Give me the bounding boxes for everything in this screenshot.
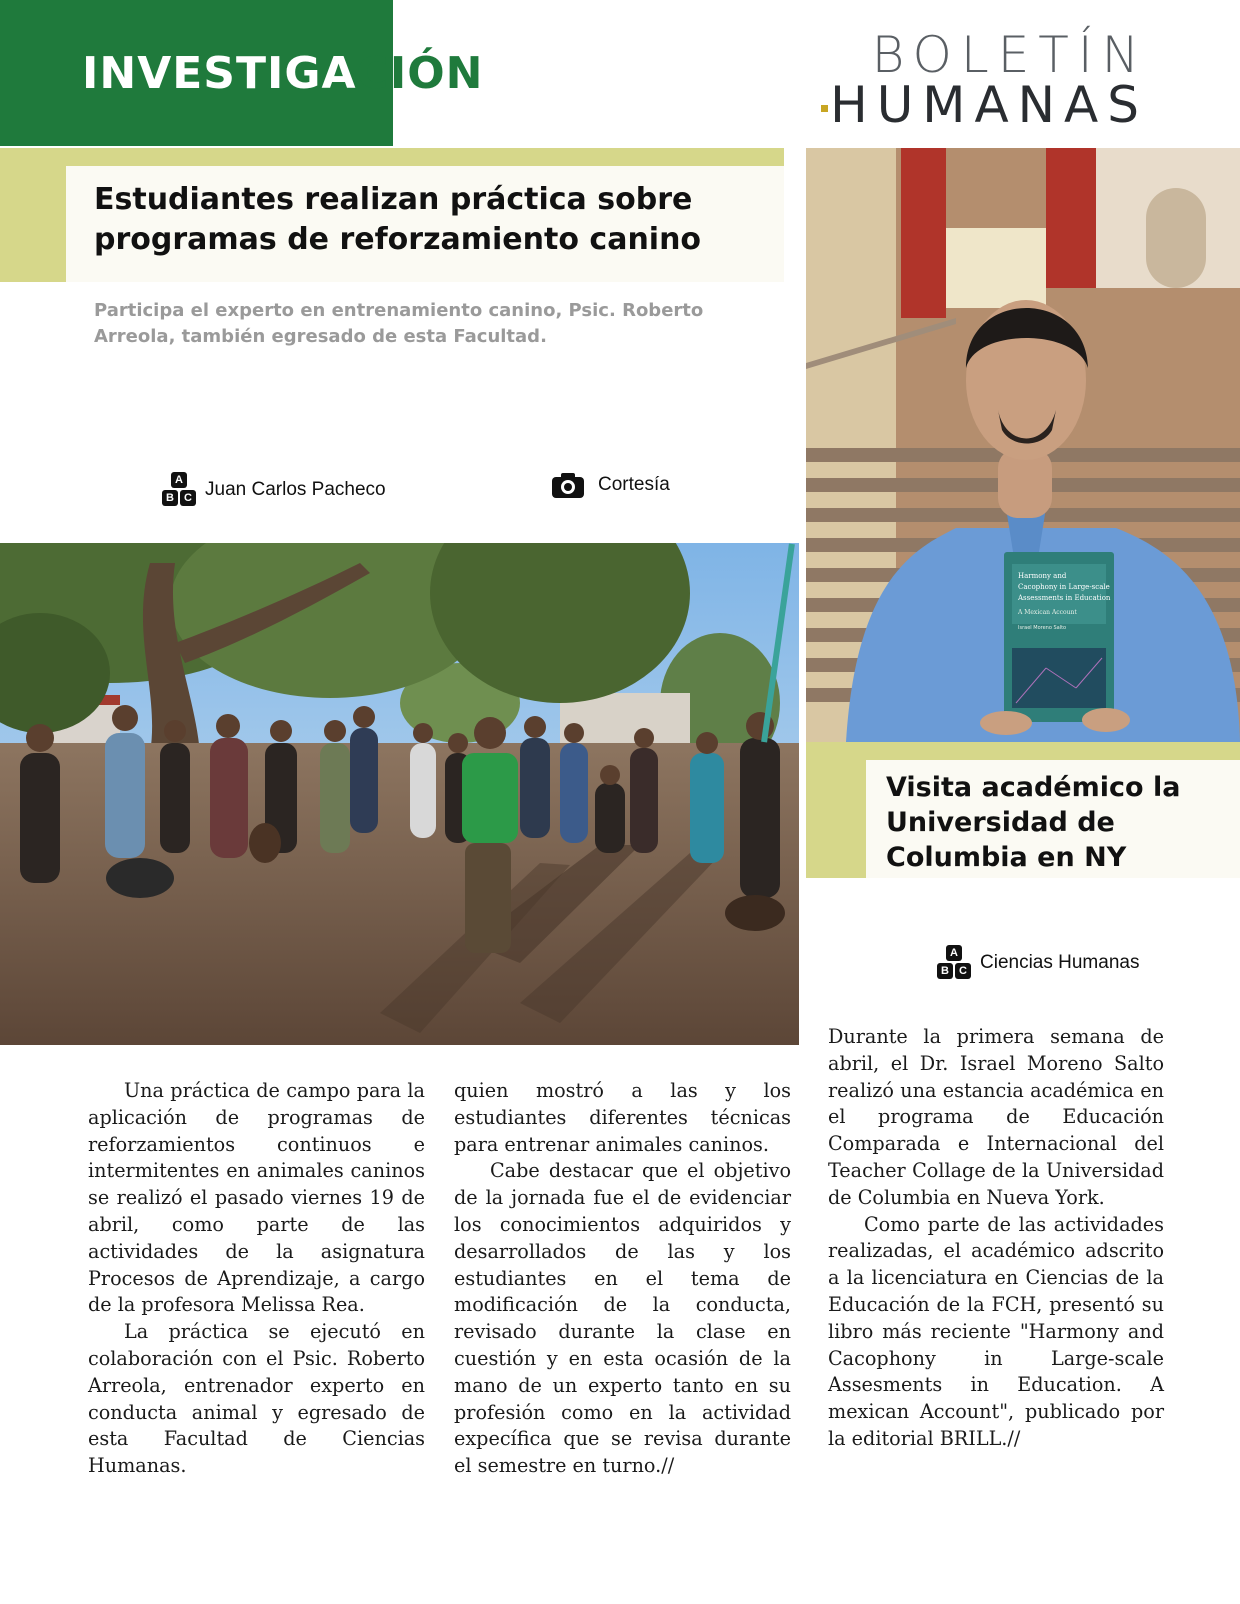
abc-blocks-icon: A B C [937,945,971,981]
brand-line-2: HUMANAS [821,78,1148,132]
story1-headline: Estudiantes realizan práctica sobre programas de reforzamiento canino [94,182,702,257]
brand-dot-icon [821,105,828,112]
headline-accent-side [0,148,66,282]
paragraph: quien mostró a las y los estudiantes diferentes técnicas para entrenar animales caninos. [454,1079,791,1156]
paragraph: Cabe destacar que el objetivo de la jornada fue el de evidenciar los conocimientos adquiridos y desarrollados de las y los estudiantes en el tema de modificación de la conducta, revisado durante la clase en cuestión y en esta ocasión de la mano de un experto tanto en su profesión como en la actividad expecífica que se revisa durante el semestre en turno.// [454,1159,791,1478]
paragraph: Una práctica de campo para la aplicación de programas de reforzamientos continuos e intermitentes en animales caninos se realizó el pasado viernes 19 de abril, como parte de las actividades de la asignatura Procesos de Aprendizaje, a cargo de la profesora Melissa Rea. [88,1079,425,1317]
story1-author-name: Juan Carlos Pacheco [205,479,386,500]
headline2-accent-bar [806,742,1240,760]
story1-photo-credit-text: Cortesía [598,474,670,495]
brand-logo [821,28,1148,132]
svg-text:Assessments in Education: Assessments in Education [1018,594,1111,602]
svg-text:Harmony and: Harmony and [1018,572,1067,580]
svg-text:Cacophony in Large-scale: Cacophony in Large-scale [1018,583,1110,591]
story2-author-credit [937,945,1139,981]
svg-text:Israel Moreno Salto: Israel Moreno Salto [1018,625,1067,631]
story1-subhead: Participa el experto en entrenamiento canino, Psic. Roberto Arreola, también egresado de esta Facultad. [94,300,704,347]
story1-column-1 [88,1078,425,1480]
headline2-accent-side [806,742,866,878]
camera-icon [552,472,584,498]
story2-author-name: Ciencias Humanas [980,952,1140,973]
story1-photo-credit [552,472,670,498]
abc-blocks-icon: A B C [162,472,196,508]
paragraph: Durante la primera semana de abril, el Dr. Israel Moreno Salto realizó una estancia académica en el programa de Educación Comparada e Internacional del Teacher Collage de la Universidad de Columbia en Nueva York. [828,1025,1164,1209]
story1-photo-dog-training [0,543,799,1045]
story2-photo-academic-with-book [806,148,1240,742]
svg-text:A Mexican Account: A Mexican Account [1018,609,1077,616]
brand-line-1: BOLETÍN [871,26,1148,84]
story2-column [828,1024,1164,1453]
story1-column-2 [454,1078,791,1480]
paragraph: Como parte de las actividades realizadas, el académico adscrito a la licenciatura en Ciencias de la Educación de la FCH, presentó su libro más reciente "Harmony and Cacophony in Large-scale Assesments in Education. A mexican Account", publicado por la editorial BRILL.// [828,1212,1164,1450]
headline-accent-bar [0,148,784,166]
story2-headline: Visita académico la Universidad de Columbia en NY [886,772,1181,873]
paragraph: La práctica se ejecutó en colaboración con el Psic. Roberto Arreola, entrenador experto en conducta animal y egresado de esta Facultad de Ciencias Humanas. [88,1320,425,1478]
section-title: INVESTIGACIÓN [82,48,484,99]
story1-author-credit [162,472,386,508]
